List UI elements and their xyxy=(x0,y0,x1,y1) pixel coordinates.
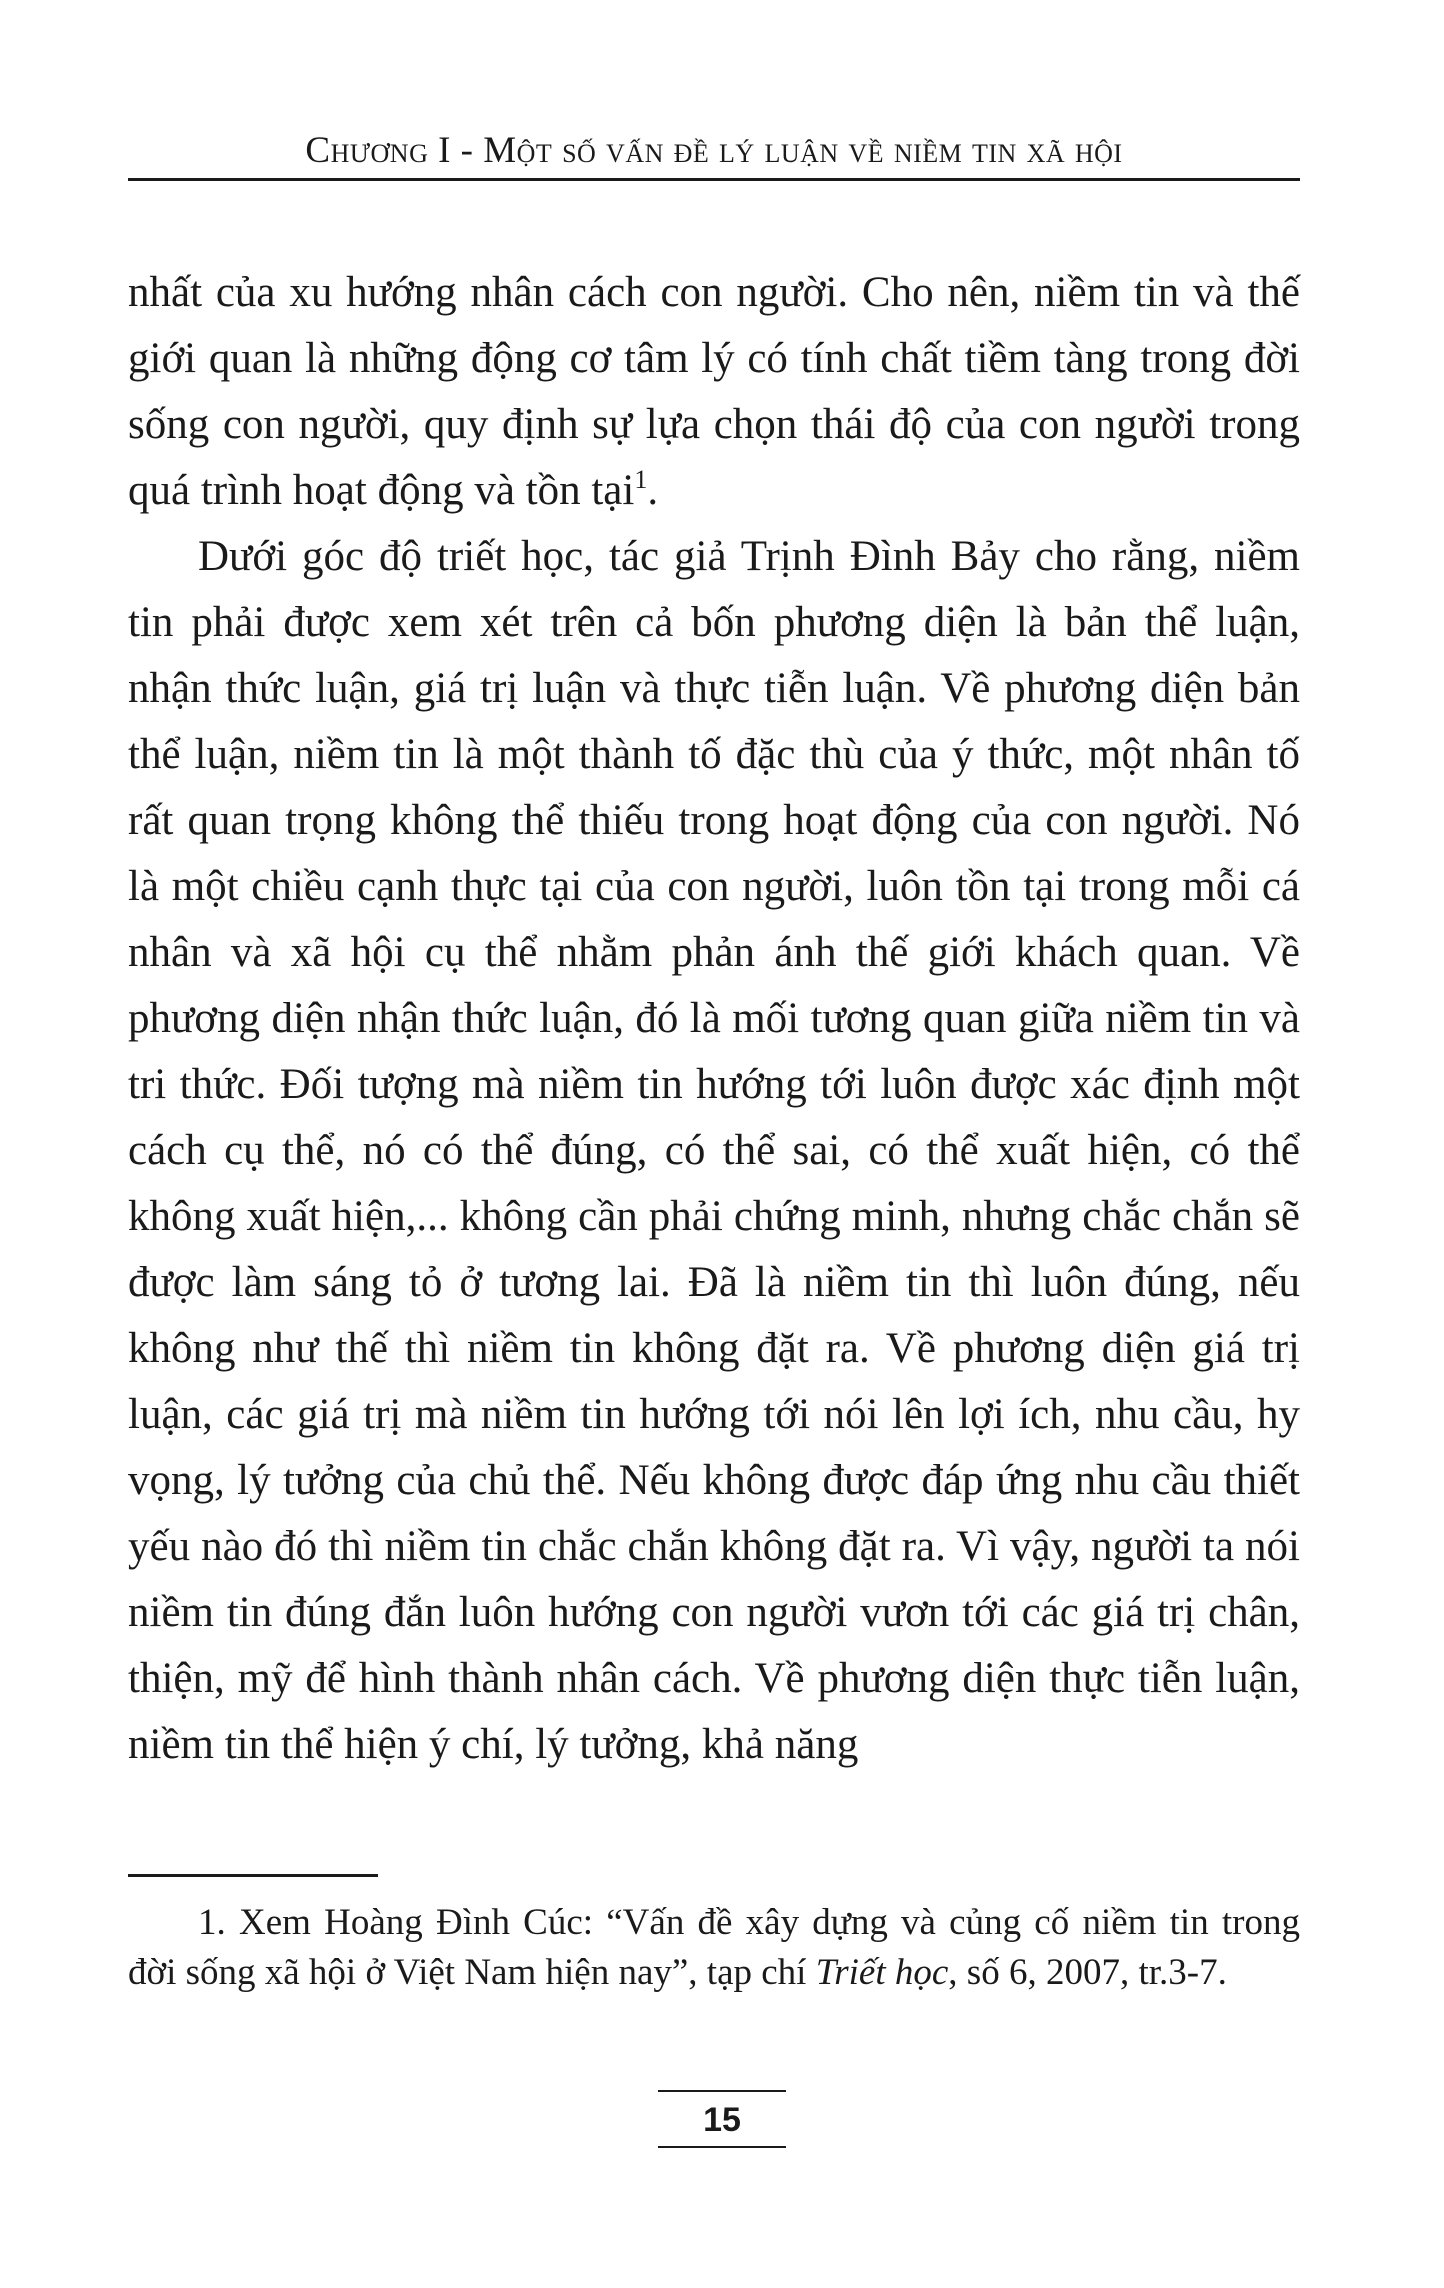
footnote-reference: 1 xyxy=(634,465,648,494)
body-text xyxy=(128,260,1300,1778)
page-number: 15 xyxy=(703,2101,741,2139)
footnote-text: Xem Hoàng Đình Cúc: “Vấn đề xây dựng và củng cố niềm tin trong đời sống xã hội ở Việt Nam hiện nay”, tạp chí xyxy=(128,1902,1301,1993)
footnote-rule xyxy=(128,1874,378,1877)
footnote-text-end: , số 6, 2007, tr.3-7. xyxy=(948,1952,1227,1993)
footnote-journal: Triết học xyxy=(815,1952,949,1993)
running-header: Chương I - Một số vấn đề lý luận về niềm tin xã hội xyxy=(305,130,1123,171)
paragraph-1 xyxy=(128,260,1300,524)
footnote xyxy=(128,1898,1300,1998)
paragraph-1-text: nhất của xu hướng nhân cách con người. Cho nên, niềm tin và thế giới quan là những động cơ tâm lý có tính chất tiềm tàng trong đời sống con người, quy định sự lựa chọn thái độ của con người trong quá trình hoạt động và tồn tại xyxy=(128,269,1300,514)
paragraph-2: Dưới góc độ triết học, tác giả Trịnh Đình Bảy cho rằng, niềm tin phải được xem xét trên cả bốn phương diện là bản thể luận, nhận thức luận, giá trị luận và thực tiễn luận. Về phương diện bản thể luận, niềm tin là một thành tố đặc thù của ý thức, một nhân tố rất quan trọng không thể thiếu trong hoạt động của con người. Nó là một chiều cạnh thực tại của con người, luôn tồn tại trong mỗi cá nhân và xã hội cụ thể nhằm phản ánh thế giới khách quan. Về phương diện nhận thức luận, đó là mối tương quan giữa niềm tin và tri thức. Đối tượng mà niềm tin hướng tới luôn được xác định một cách cụ thể, nó có thể đúng, có thể sai, có thể xuất hiện, có thể không xuất hiện,... không cần phải chứng minh, nhưng chắc chắn sẽ được làm sáng tỏ ở tương lai. Đã là niềm tin thì luôn đúng, nếu không như thế thì niềm tin không đặt ra. Về phương diện giá trị luận, các giá trị mà niềm tin hướng tới nói lên lợi ích, nhu cầu, hy vọng, lý tưởng của chủ thể. Nếu không được đáp ứng nhu cầu thiết yếu nào đó thì niềm tin chắc chắn không đặt ra. Vì vậy, người ta nói niềm tin đúng đắn luôn hướng con người vươn tới các giá trị chân, thiện, mỹ để hình thành nhân cách. Về phương diện thực tiễn luận, niềm tin thể hiện ý chí, lý tưởng, khả năng xyxy=(128,533,1300,1768)
paragraph-1-end: . xyxy=(647,467,659,514)
footnote-number: 1. xyxy=(198,1902,226,1943)
header-rule xyxy=(128,178,1300,181)
page-number-rule-bottom xyxy=(658,2146,786,2148)
page-number-rule-top xyxy=(658,2090,786,2092)
